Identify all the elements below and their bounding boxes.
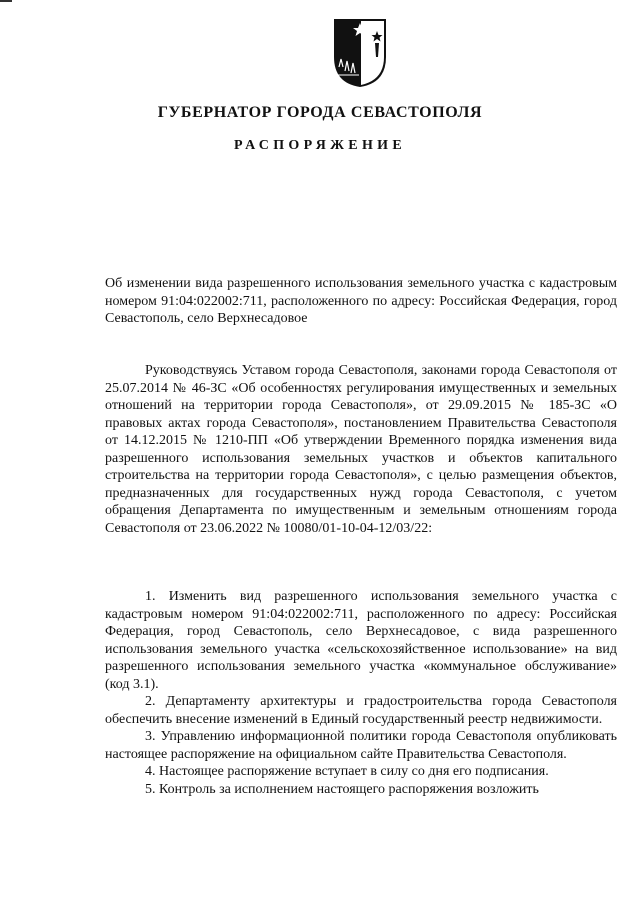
ordered-items bbox=[105, 588, 617, 798]
list-item: 2. Департаменту архитектуры и градостроительства города Севастополя обеспечить внесение изменений в Единый государственный реестр недвижимости. bbox=[105, 694, 617, 727]
scan-corner-mark bbox=[0, 0, 12, 2]
document-type: РАСПОРЯЖЕНИЕ bbox=[234, 138, 406, 153]
sevastopol-coat-of-arms-icon bbox=[331, 17, 389, 89]
preamble-paragraph: Руководствуясь Уставом города Севастополя, законами города Севастополя от 25.07.2014 № 46-ЗС «Об особенностях регулирования имущественных и земельных отношений на территории города Севастополя», от 29.09.2015 № 185-ЗС «О правовых актах города Севастополя», постановлением Правительства Севастополя от 14.12.2015 № 1210-ПП «Об утверждении Временного порядка изменения вида разрешенного использования земельных участков и объектов капитального строительства на территории города Севастополя», с целью размещения объектов, предназначенных для государственных нужд города Севастополя, с учетом обращения Департамента по имущественным и земельным отношениям города Севастополя от 23.06.2022 № 10080/01-10-04-12/03/22: bbox=[105, 363, 617, 536]
list-item: 1. Изменить вид разрешенного использования земельного участка с кадастровым номером 91:04:022002:711, расположенного по адресу: Российская Федерация, город Севастополь, село Верхнесадовое, с вида разрешенного использования земельного участка «сельскохозяйственное использование» на вид разрешенного использования земельного участка «коммунальное обслуживание» (код 3.1). bbox=[105, 589, 617, 692]
document-subject: Об изменении вида разрешенного использования земельного участка с кадастровым номером 91:04:022002:711, расположенного по адресу: Российская Федерация, город Севастополь, село Верхнесадовое bbox=[105, 276, 617, 326]
list-item: 4. Настоящее распоряжение вступает в силу со дня его подписания. bbox=[145, 764, 549, 779]
list-item: 5. Контроль за исполнением настоящего распоряжения возложить bbox=[145, 781, 539, 797]
list-item: 3. Управлению информационной политики города Севастополя опубликовать настоящее распоряжение на официальном сайте Правительства Севастополя. bbox=[105, 729, 617, 762]
org-title: ГУБЕРНАТОР ГОРОДА СЕВАСТОПОЛЯ bbox=[157, 104, 483, 121]
